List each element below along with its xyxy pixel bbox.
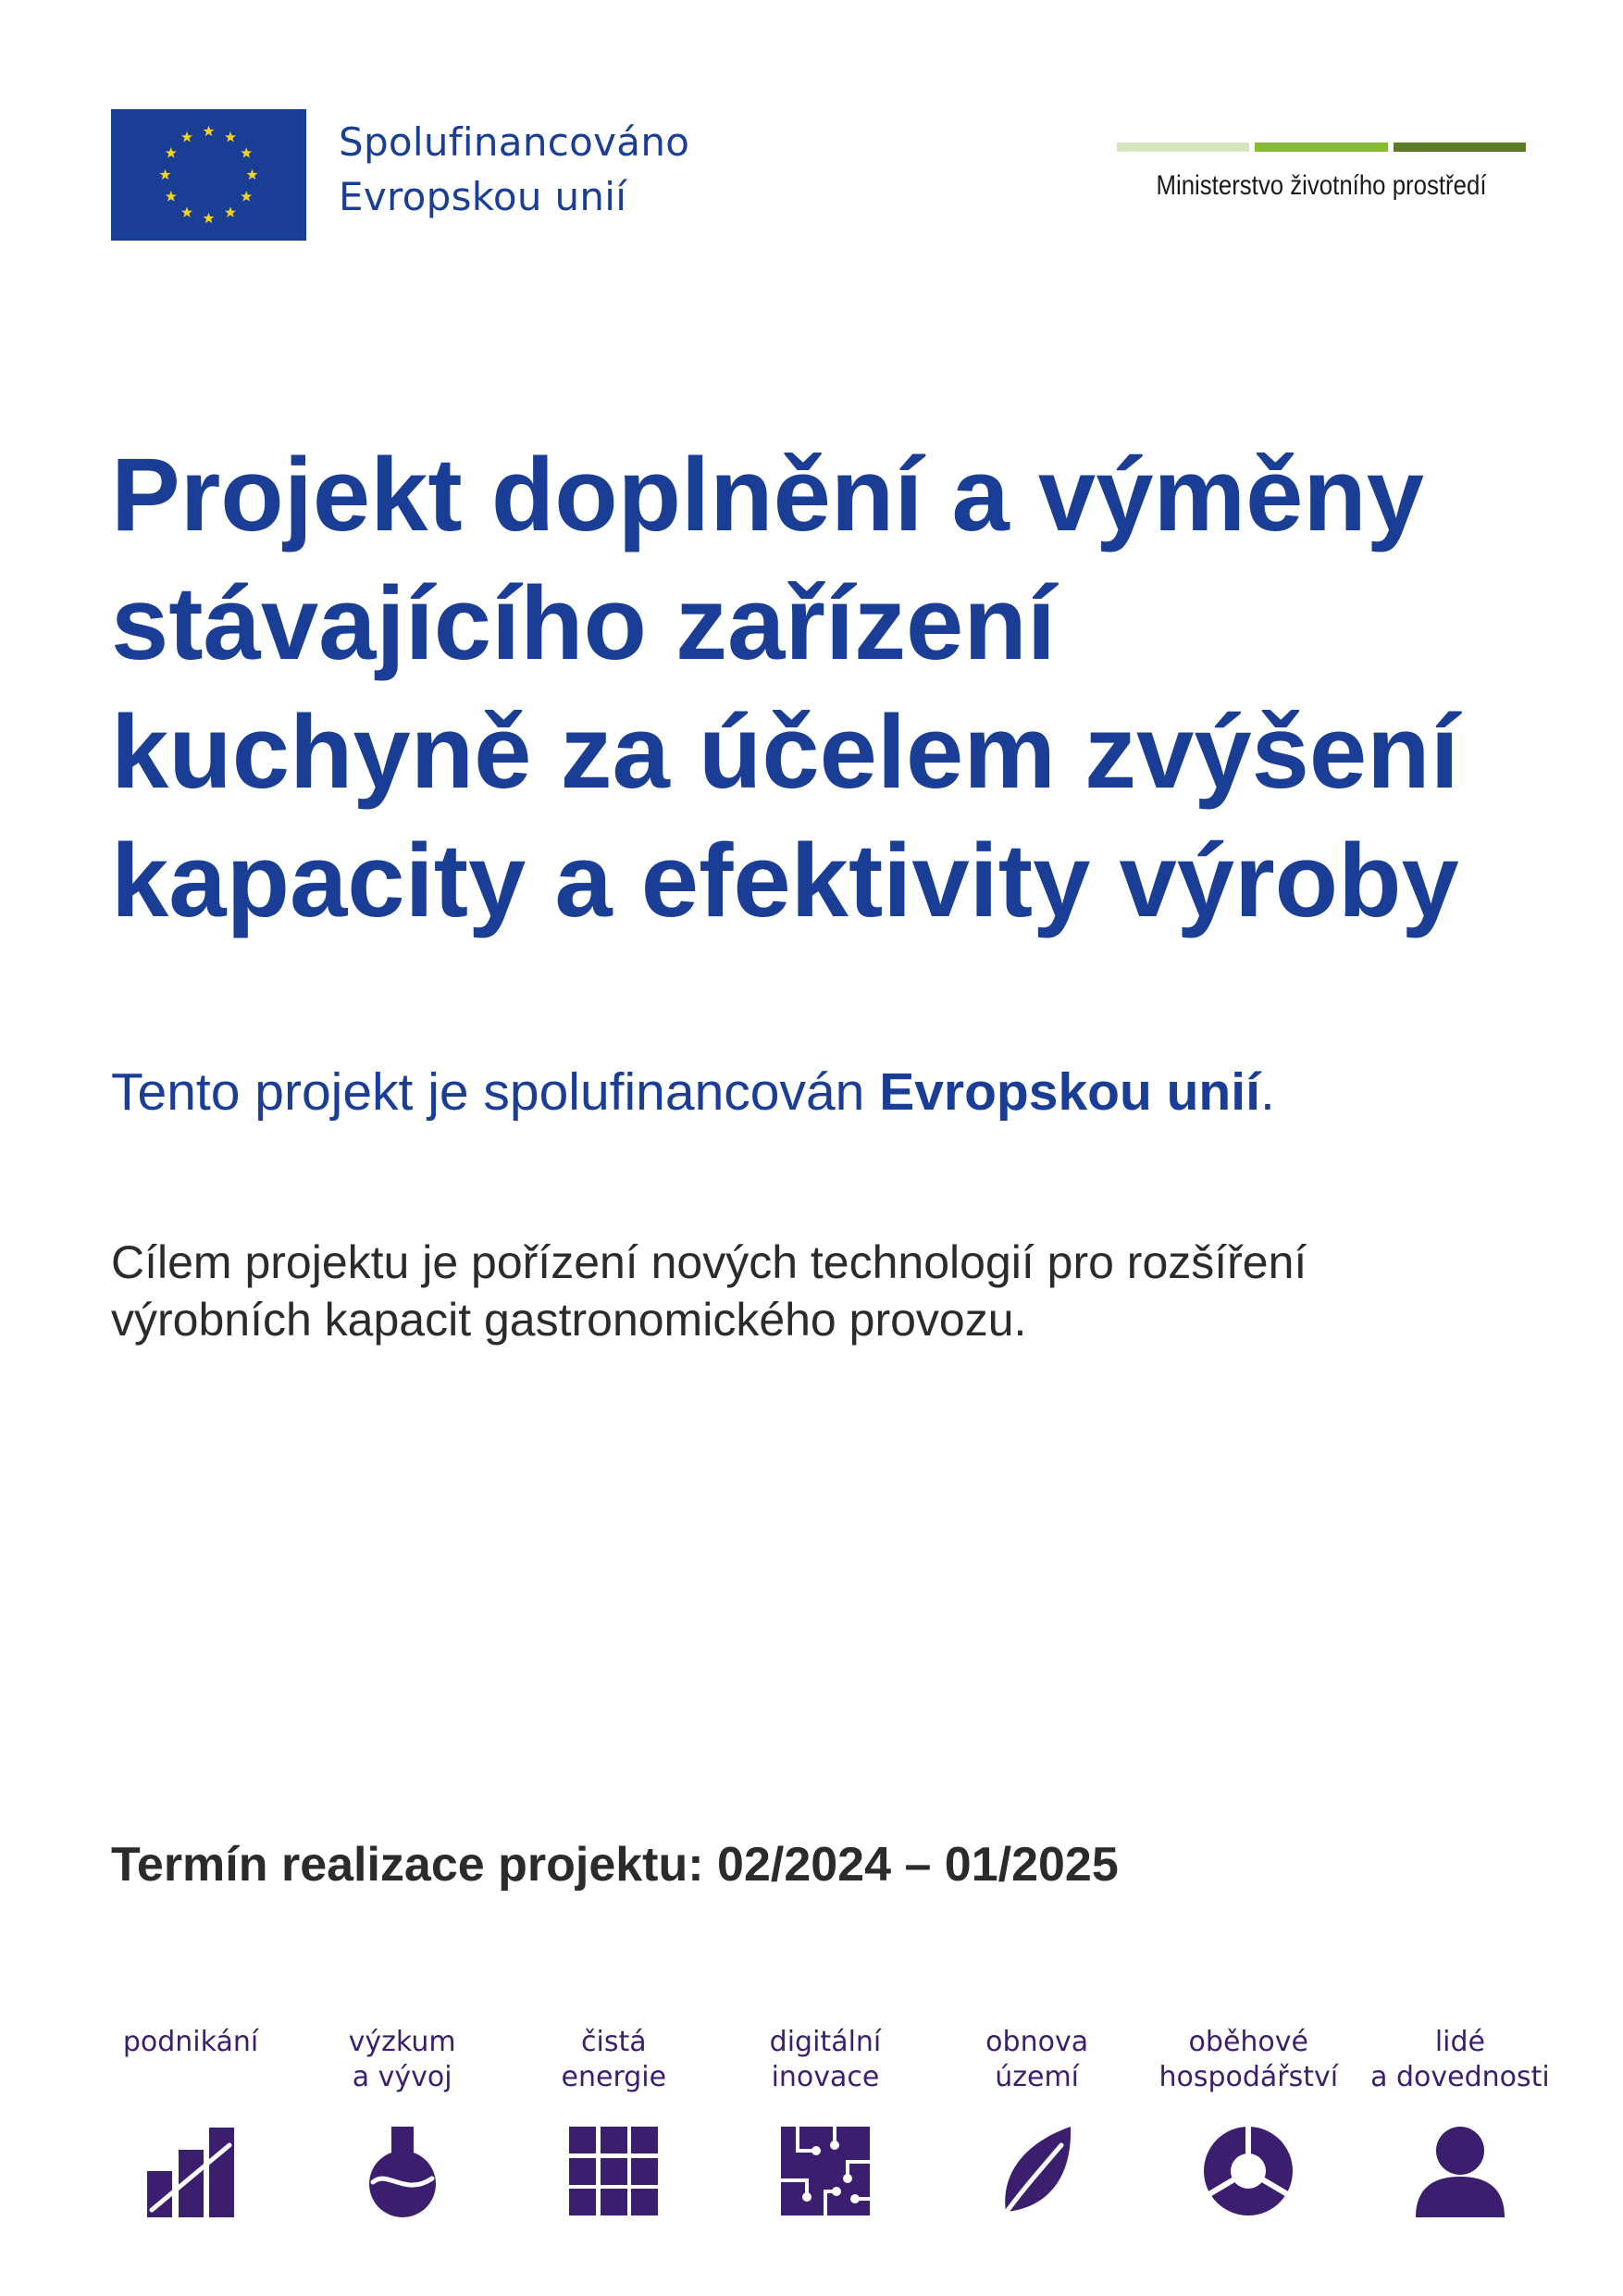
title-line: Projekt doplnění a výměny [111, 437, 1425, 552]
project-title [111, 430, 1555, 945]
bar-chart-icon [144, 2125, 237, 2217]
category-obehove-hospodarstvi [1146, 2025, 1350, 2217]
lead-bold: Evropskou unií [879, 1062, 1260, 1122]
description-line: výrobních kapacit gastronomického provozu. [111, 1294, 1027, 1346]
category-digitalni-inovace [724, 2025, 927, 2217]
person-icon [1414, 2125, 1506, 2217]
category-label: digitální inovace [769, 2026, 882, 2093]
category-label: lidé a dovednosti [1370, 2026, 1550, 2093]
title-line: kuchyně za účelem zvýšení [111, 694, 1459, 810]
title-line: kapacity a efektivity výroby [111, 823, 1459, 938]
category-lide-a-dovednosti [1358, 2025, 1562, 2217]
description-line: Cílem projektu je pořízení nových technologií pro rozšíření [111, 1236, 1307, 1288]
eu-text-line1: Spolufinancováno [339, 119, 690, 165]
lead-prefix: Tento projekt je spolufinancován [111, 1062, 880, 1122]
cofinancing-statement [111, 1060, 1275, 1124]
project-period: Termín realizace projektu: 02/2024 – 01/2025 [111, 1838, 1119, 1892]
category-vyzkum-a-vyvoj [301, 2025, 504, 2217]
flask-icon [356, 2125, 449, 2217]
eu-cofinanced-text [339, 115, 689, 224]
category-podnikani [89, 2025, 292, 2217]
circular-arrows-icon [1202, 2125, 1295, 2217]
leaf-icon [991, 2125, 1084, 2217]
eu-text-line2: Evropskou unií [339, 174, 627, 219]
ministry-bar-dark [1394, 143, 1526, 152]
ministry-bar-light [1117, 143, 1249, 152]
lead-suffix: . [1259, 1062, 1275, 1122]
category-label: oběhové hospodářství [1158, 2026, 1339, 2093]
eu-flag-logo [111, 109, 306, 241]
category-cista-energie [512, 2025, 715, 2217]
ministry-bar-mid [1255, 143, 1387, 152]
ministry-color-bars [1117, 143, 1526, 152]
grid-panels-icon [567, 2125, 660, 2217]
category-obnova-uzemi [935, 2025, 1139, 2217]
title-line: stávajícího zařízení [111, 565, 1056, 681]
category-label: výzkum a vývoj [348, 2026, 456, 2093]
circuit-chip-icon [779, 2125, 872, 2217]
category-label: obnova území [985, 2026, 1089, 2093]
category-icons-row [89, 2025, 1562, 2217]
ministry-name: Ministerstvo životního prostředí [1156, 170, 1487, 201]
project-description [111, 1234, 1307, 1348]
category-label: podnikání [122, 2026, 259, 2058]
ministry-logo [1117, 143, 1526, 202]
category-label: čistá energie [561, 2026, 667, 2093]
